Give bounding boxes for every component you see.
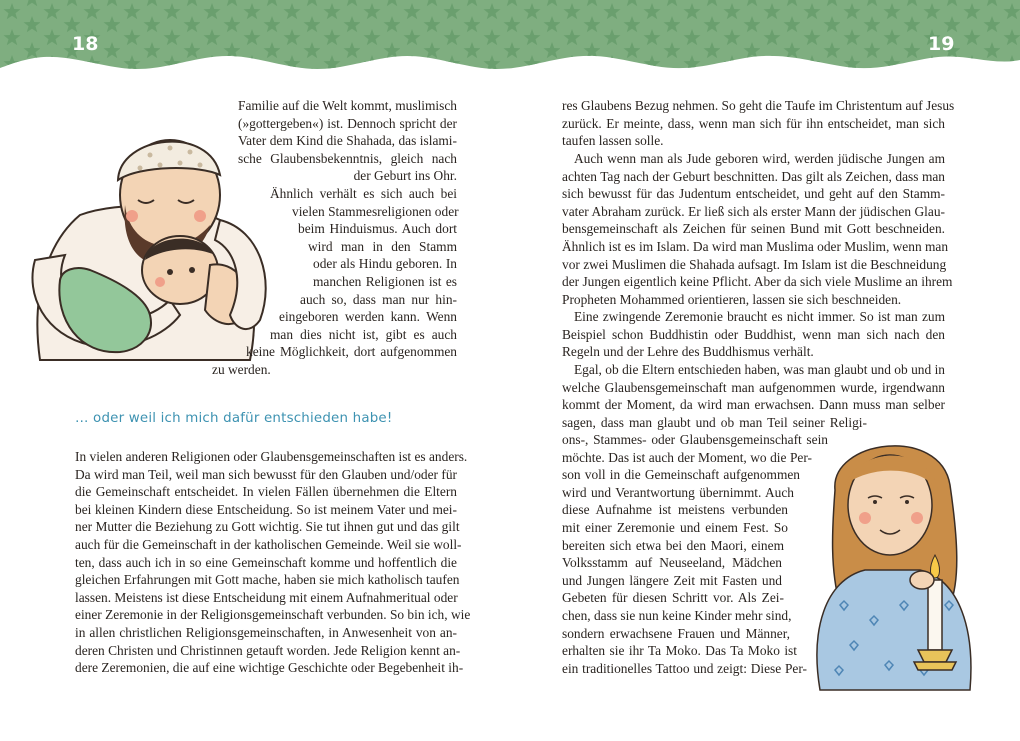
text-line: möchte. Das ist auch der Moment, wo die Per- (562, 449, 812, 465)
girl-candle-illustration (810, 430, 980, 700)
text-line: mit einer Zeremonie und einem Fest. So (562, 519, 788, 535)
text-line: diese Aufnahme ist meistens verbunden (562, 502, 788, 518)
text-line: gleichen Erfahrungen mit Gott mache, haben sie mich katholisch taufen (75, 572, 460, 588)
text-line: ein traditionelles Tattoo und zeigt: Diese Per- (562, 660, 807, 676)
text-line: wird und Verantwortung übernimmt. Auch (562, 484, 794, 500)
text-line: welche Glaubensgemeinschaft man aufgenommen wurde, irgendwann (562, 379, 945, 395)
text-line: Vater dem Kind die Shahada, das islami- (238, 133, 457, 149)
text-line: kommt der Moment, da wird man erwachsen. Dann muss man selber (562, 397, 945, 413)
text-line: Gebeten für diesen Schritt vor. Als Zei- (562, 590, 784, 606)
text-line: dere Zeremonien, die auf eine wichtige Geschichte oder Begebenheit ih- (75, 660, 464, 676)
text-line: Volksstamm auf Neuseeland, Mädchen (562, 555, 782, 571)
text-line: Egal, ob die Eltern entschieden haben, was man glaubt und ob und in (574, 362, 945, 377)
left-body-paragraph (75, 448, 471, 677)
text-line: der Geburt ins Ohr. (353, 168, 457, 184)
text-line: auch so, dass man nur hin- (300, 291, 457, 307)
text-line: vor zwei Muslimen die Shahada aufsagt. Im Islam ist die Beschneidung (562, 256, 947, 272)
right-paragraph-1 (562, 97, 955, 150)
right-paragraph-4-wrap (562, 431, 832, 677)
text-line: und Jungen längere Zeit mit Fasten und (562, 572, 782, 588)
text-line: sich bewusst für das Judentum entscheidet, und geht auf den Stamm- (562, 186, 945, 202)
page-number-right: 19 (928, 33, 955, 55)
text-line: son voll in die Gemeinschaft aufgenommen (562, 467, 800, 483)
text-line: lassen. Meistens ist diese Entscheidung mit einem Aufnahmeritual oder (75, 589, 458, 605)
text-line: auch für die Gemeinschaft in der katholischen Gemeinde. Weil sie woll- (75, 536, 462, 552)
text-line: sche Glaubensbekenntnis, gleich nach (238, 150, 457, 166)
text-line: chen, dass sie nun keine Kinder mehr sind, (562, 607, 792, 623)
text-line: ner Mutter die Beziehung zu Gott wichtig. Sie tut ihnen gut und das gilt (75, 519, 460, 535)
text-line: in allen christlichen Religionsgemeinschaften, in Anwesenheit von an- (75, 624, 457, 640)
page-number-left: 18 (72, 33, 99, 55)
text-line: sagen, dass man glaubt und ob man Teil seiner Religi- (562, 414, 867, 430)
text-line: Familie auf die Welt kommt, muslimisch (238, 98, 457, 113)
right-paragraph-4 (562, 361, 945, 431)
text-line: Ähnlich ist es im Islam. Da wird man Muslima oder Muslim, wenn man (562, 238, 949, 254)
text-line: der Jungen eigentlich keine Pflicht. Aber da sich viele Muslime an ihrem (562, 274, 953, 290)
text-line: erhalten sie ihr Ta Moko. Das Ta Moko ist (562, 643, 797, 659)
text-line: ons-, Stammes- oder Glaubensgemeinschaft sein (562, 432, 828, 447)
text-line: keine Möglichkeit, dort aufgenommen (246, 344, 457, 360)
text-line: Auch wenn man als Jude geboren wird, werden jüdische Jungen am (574, 151, 945, 166)
text-line: deren Christen und Christinnen getauft worden. Jede Religion kennt an- (75, 642, 461, 658)
text-line: manchen Religionen ist es (313, 273, 457, 289)
section-heading: … oder weil ich mich dafür entschieden habe! (75, 411, 393, 426)
text-line: In vielen anderen Religionen oder Glaubensgemeinschaften ist es anders. (75, 449, 468, 464)
text-line: ten, dass auch ich in so eine Gemeinschaft komme und hoffentlich die (75, 554, 457, 570)
text-line: oder als Hindu geboren. In (313, 256, 457, 272)
text-line: achten Tag nach der Geburt beschnitten. Das gilt als Zeichen, dass man (562, 168, 945, 184)
text-line: bereiten sich etwa bei den Maori, einem (562, 537, 784, 553)
text-line: Da wird man Teil, weil man sich bewusst für den Glauben und/oder für (75, 466, 457, 482)
text-line: Propheten Mohammed orientieren, lassen sie sich beschneiden. (562, 291, 902, 307)
text-line: wird man in den Stamm (308, 238, 457, 254)
text-line: res Glaubens Bezug nehmen. So geht die Taufe im Christentum auf Jesus (562, 98, 955, 113)
text-line: zurück. Er meinte, dass, wenn man sich für ihn entscheidet, man sich (562, 115, 945, 131)
right-paragraph-2 (562, 150, 953, 308)
text-line: Regeln und der Lehre des Buddhismus verhält. (562, 344, 814, 360)
text-line: sondern erwachsene Frauen und Männer, (562, 625, 790, 641)
right-paragraph-3 (562, 308, 945, 361)
text-line: zu werden. (212, 361, 271, 377)
text-line: vielen Stammesreligionen oder (292, 203, 459, 219)
text-line: Ähnlich verhält es sich auch bei (270, 186, 457, 201)
text-line: man dies nicht ist, gibt es auch (270, 326, 457, 342)
text-line: eingeboren werden kann. Wenn (279, 309, 457, 325)
text-line: einer Zeremonie in der Religionsgemeinschaft verbunden. So bin ich, wie (75, 607, 471, 623)
text-line: Beispiel schon Buddhistin oder Buddhist, wenn man sich nach den (562, 326, 945, 342)
text-line: die Gemeinschaft entscheidet. In vielen Fällen übernehmen die Eltern (75, 484, 457, 500)
text-line: taufen lassen solle. (562, 133, 664, 149)
left-intro-paragraph-2 (210, 185, 457, 379)
text-line: Eine zwingende Zeremonie braucht es nicht immer. So ist man zum (574, 309, 945, 324)
left-intro-paragraph-1 (238, 97, 457, 185)
text-line: bensgemeinschaft als Zeichen für seinen Bund mit Gott beschneiden. (562, 221, 945, 237)
text-line: vater Abraham zurück. Er ließ sich als erster Mann der jüdischen Glau- (562, 203, 945, 219)
text-line: beim Hinduismus. Auch dort (298, 221, 457, 237)
text-line: bei kleinen Kindern diese Entscheidung. So ist meinem Vater und mei- (75, 501, 457, 517)
header-banner (0, 0, 1020, 80)
text-line: (»gottergeben«) ist. Dennoch spricht der (238, 115, 457, 131)
